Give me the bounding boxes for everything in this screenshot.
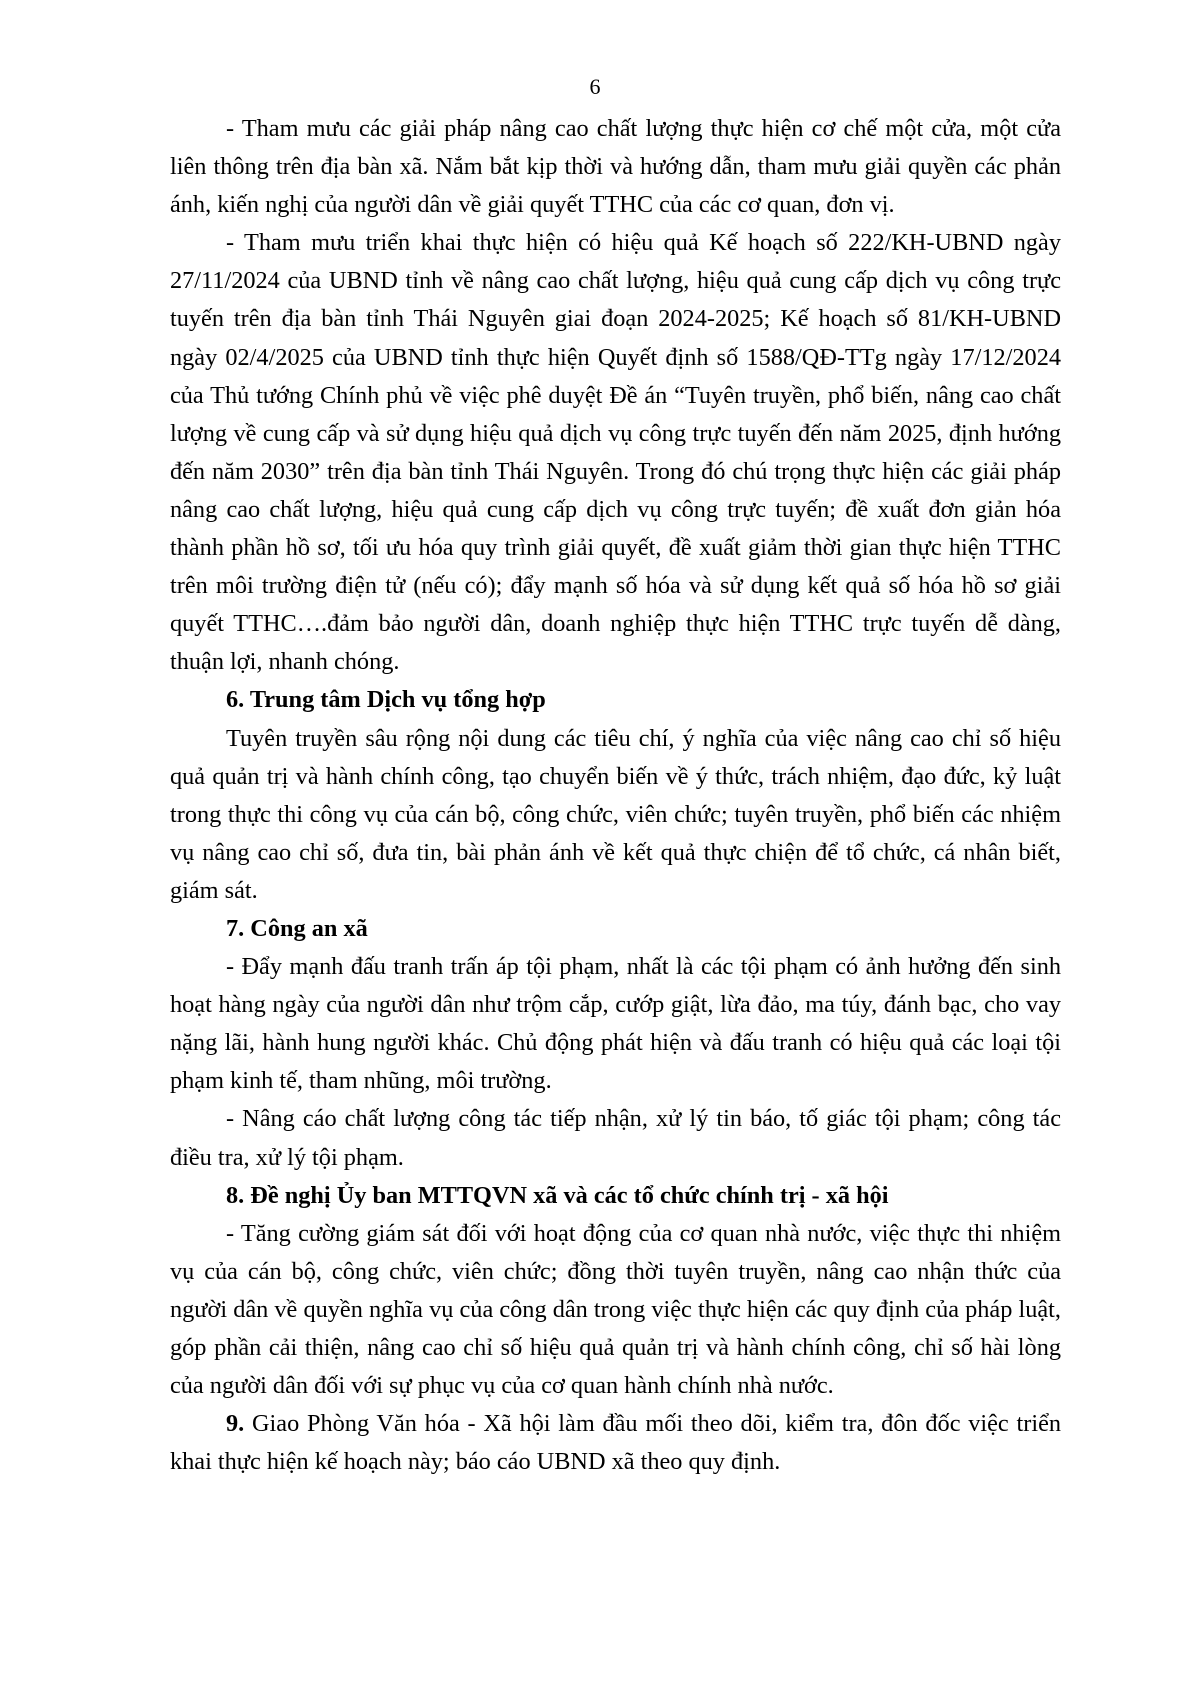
paragraph-investigation: - Nâng cáo chất lượng công tác tiếp nhận, xử lý tin báo, tố giác tội phạm; công tác điều tra, xử lý tội phạm. <box>170 1105 1061 1171</box>
document-body <box>170 110 1061 1481</box>
heading-section-6: 6. Trung tâm Dịch vụ tổng hợp <box>226 686 546 714</box>
section-9-number: 9. <box>226 1410 245 1438</box>
heading-section-8: 8. Đề nghị Ủy ban MTTQVN xã và các tổ chức chính trị - xã hội <box>226 1181 889 1209</box>
paragraph-supervision: - Tăng cường giám sát đối với hoạt động của cơ quan nhà nước, việc thực thi nhiệm vụ của cán bộ, công chức, viên chức; đồng thời tuyên truyền, nâng cao nhận thức của người dân về quyền nghĩa vụ của công dân trong việc thực hiện các quy định của pháp luật, góp phần cải thiện, nâng cao chỉ số hiệu quả quản trị và hành chính công, chỉ số hài lòng của người dân đối với sự phục vụ của cơ quan hành chính nhà nước. <box>170 1219 1061 1400</box>
heading-section-7: 7. Công an xã <box>226 914 368 942</box>
paragraph-section-9 <box>170 1405 1061 1481</box>
paragraph-online-public-service: - Tham mưu triển khai thực hiện có hiệu quả Kế hoạch số 222/KH-UBND ngày 27/11/2024 của UBND tỉnh về nâng cao chất lượng, hiệu quả cung cấp dịch vụ công trực tuyến trên địa bàn tỉnh Thái Nguyên giai đoạn 2024-2025; Kế hoạch số 81/KH-UBND ngày 02/4/2025 của UBND tỉnh thực hiện Quyết định số 1588/QĐ-TTg ngày 17/12/2024 của Thủ tướng Chính phủ về việc phê duyệt Đề án “Tuyên truyền, phổ biến, nâng cao chất lượng về cung cấp và sử dụng hiệu quả dịch vụ công trực tuyến đến năm 2025, định hướng đến năm 2030” trên địa bàn tỉnh Thái Nguyên. Trong đó chú trọng thực hiện các giải pháp nâng cao chất lượng, hiệu quả cung cấp dịch vụ công trực tuyến; đề xuất đơn giản hóa thành phần hồ sơ, tối ưu hóa quy trình giải quyết, đề xuất giảm thời gian thực hiện TTHC trên môi trường điện tử (nếu có); đẩy mạnh số hóa và sử dụng kết quả số hóa hồ sơ giải quyết TTHC….đảm bảo người dân, doanh nghiệp thực hiện TTHC trực tuyến dễ dàng, thuận lợi, nhanh chóng. <box>170 229 1061 676</box>
paragraph-one-stop-mechanism: - Tham mưu các giải pháp nâng cao chất lượng thực hiện cơ chế một cửa, một cửa liên thông trên địa bàn xã. Nắm bắt kịp thời và hướng dẫn, tham mưu giải quyền các phản ánh, kiến nghị của người dân về giải quyết TTHC của các cơ quan, đơn vị. <box>170 115 1061 219</box>
section-9-text: Giao Phòng Văn hóa - Xã hội làm đầu mối theo dõi, kiểm tra, đôn đốc việc triển khai thực hiện kế hoạch này; báo cáo UBND xã theo quy định. <box>170 1410 1061 1476</box>
page-number: 6 <box>589 74 601 99</box>
paragraph-service-center: Tuyên truyền sâu rộng nội dung các tiêu chí, ý nghĩa của việc nâng cao chỉ số hiệu quả quản trị và hành chính công, tạo chuyển biến về ý thức, trách nhiệm, đạo đức, kỷ luật trong thực thi công vụ của cán bộ, công chức, viên chức; tuyên truyền, phổ biến các nhiệm vụ nâng cao chỉ số, đưa tin, bài phản ánh về kết quả thực chiện để tổ chức, cá nhân biết, giám sát. <box>170 724 1061 904</box>
paragraph-crime-fight: - Đẩy mạnh đấu tranh trấn áp tội phạm, nhất là các tội phạm có ảnh hưởng đến sinh hoạt hàng ngày của người dân như trộm cắp, cướp giật, lừa đảo, ma túy, đánh bạc, cho vay nặng lãi, hành hung người khác. Chủ động phát hiện và đấu tranh có hiệu quả các loại tội phạm kinh tế, tham nhũng, môi trường. <box>170 953 1061 1095</box>
